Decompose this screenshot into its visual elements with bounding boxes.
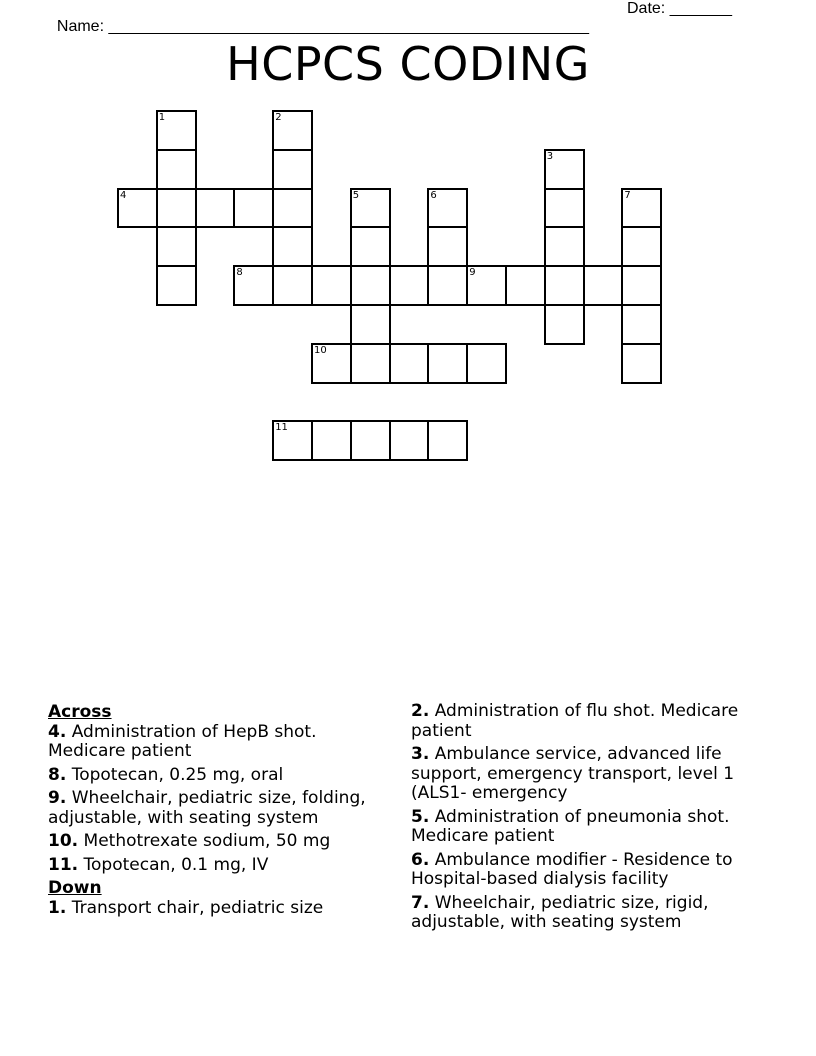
- clue-text: Transport chair, pediatric size: [66, 897, 324, 918]
- crossword-cell[interactable]: [427, 420, 468, 461]
- clue-item: [48, 832, 393, 852]
- crossword-cell[interactable]: [156, 110, 197, 151]
- crossword-cell[interactable]: [621, 343, 662, 384]
- crossword-cell[interactable]: [427, 265, 468, 306]
- name-field-label: Name: ______________________________________________________: [56, 18, 589, 35]
- clues-left-column: [48, 702, 393, 922]
- crossword-cell[interactable]: [621, 188, 662, 229]
- crossword-cell[interactable]: [389, 343, 430, 384]
- crossword-cell[interactable]: [272, 226, 313, 267]
- clue-item: [48, 899, 393, 919]
- clue-item: [411, 808, 761, 847]
- crossword-cell[interactable]: [621, 226, 662, 267]
- cell-number: 1: [158, 112, 166, 123]
- crossword-cell[interactable]: [311, 343, 352, 384]
- clue-number: 4.: [48, 721, 67, 742]
- clue-number: 2.: [411, 701, 430, 721]
- page-title: HCPCS CODING: [226, 37, 590, 91]
- crossword-cell[interactable]: [272, 188, 313, 229]
- clue-item: [411, 851, 761, 890]
- cell-number: 6: [430, 189, 437, 201]
- crossword-cell[interactable]: [389, 265, 430, 306]
- crossword-grid: [0, 0, 816, 480]
- crossword-cell[interactable]: [272, 420, 313, 461]
- clue-item: [48, 789, 393, 828]
- crossword-cell[interactable]: [544, 188, 585, 229]
- crossword-cell[interactable]: [466, 265, 507, 306]
- crossword-cell[interactable]: [427, 226, 468, 267]
- clue-number: 7.: [411, 892, 430, 913]
- crossword-cell[interactable]: [156, 226, 197, 267]
- crossword-cell[interactable]: [544, 304, 585, 345]
- crossword-cell[interactable]: [311, 265, 352, 306]
- clue-text: Administration of flu shot. Medicare patient: [411, 701, 739, 741]
- clue-text: Ambulance service, advanced life support, emergency transport, level 1 (ALS1- emergency: [411, 744, 735, 803]
- cell-number: 5: [352, 189, 360, 201]
- crossword-cell[interactable]: [621, 265, 662, 306]
- crossword-cell[interactable]: [427, 343, 468, 384]
- clue-item: [48, 856, 393, 876]
- clue-number: 3.: [411, 744, 430, 764]
- crossword-cell[interactable]: [350, 226, 391, 267]
- crossword-cell[interactable]: [389, 420, 430, 461]
- cell-number: 7: [624, 189, 631, 201]
- crossword-cell[interactable]: [156, 188, 197, 229]
- crossword-cell[interactable]: [272, 265, 313, 306]
- clue-text: Topotecan, 0.25 mg, oral: [66, 764, 284, 785]
- crossword-cell[interactable]: [621, 304, 662, 345]
- crossword-cell[interactable]: [156, 149, 197, 190]
- crossword-cell[interactable]: [544, 149, 585, 190]
- crossword-cell[interactable]: [311, 420, 352, 461]
- clue-text: Ambulance modifier - Residence to Hospital-based dialysis facility: [411, 849, 733, 889]
- across-heading: Across: [48, 702, 112, 722]
- crossword-cell[interactable]: [466, 343, 507, 384]
- cell-number: 10: [314, 344, 327, 356]
- cell-number: 9: [469, 267, 476, 279]
- clue-item: [411, 702, 761, 741]
- crossword-cell[interactable]: [544, 226, 585, 267]
- crossword-cell[interactable]: [272, 110, 313, 151]
- clue-text: Topotecan, 0.1 mg, IV: [78, 854, 269, 875]
- crossword-cell[interactable]: [233, 265, 274, 306]
- cell-number: 4: [120, 189, 127, 201]
- clue-number: 8.: [48, 764, 67, 785]
- clue-number: 5.: [411, 806, 430, 827]
- clue-number: 1.: [48, 897, 67, 918]
- clue-number: 9.: [48, 788, 67, 808]
- crossword-cell[interactable]: [195, 188, 236, 229]
- clue-item: [411, 894, 761, 933]
- crossword-cell[interactable]: [117, 188, 158, 229]
- date-field-label: Date: _______: [627, 0, 732, 17]
- crossword-cell[interactable]: [272, 149, 313, 190]
- clue-item: [411, 745, 761, 804]
- crossword-cell[interactable]: [427, 188, 468, 229]
- crossword-cell[interactable]: [350, 265, 391, 306]
- clue-text: Methotrexate sodium, 50 mg: [78, 831, 331, 851]
- clue-item: [48, 766, 393, 786]
- cell-number: 2: [275, 112, 282, 123]
- clue-text: Administration of HepB shot. Medicare patient: [48, 721, 317, 761]
- clues-right-column: [411, 702, 761, 937]
- crossword-cell[interactable]: [350, 420, 391, 461]
- clue-item: [48, 723, 393, 762]
- crossword-cell[interactable]: [505, 265, 546, 306]
- clue-number: 10.: [48, 831, 79, 851]
- clue-number: 11.: [48, 854, 79, 875]
- crossword-cell[interactable]: [583, 265, 624, 306]
- crossword-cell[interactable]: [350, 343, 391, 384]
- cell-number: 11: [275, 422, 288, 434]
- cell-number: 3: [546, 150, 554, 162]
- clue-number: 6.: [411, 849, 430, 870]
- crossword-cell[interactable]: [350, 188, 391, 229]
- down-heading: Down: [48, 878, 102, 898]
- crossword-cell[interactable]: [156, 265, 197, 306]
- cell-number: 8: [236, 267, 243, 279]
- clue-text: Administration of pneumonia shot. Medicare patient: [411, 806, 730, 846]
- crossword-cell[interactable]: [350, 304, 391, 345]
- clue-text: Wheelchair, pediatric size, rigid, adjustable, with seating system: [411, 892, 709, 932]
- crossword-cell[interactable]: [544, 265, 585, 306]
- clue-text: Wheelchair, pediatric size, folding, adjustable, with seating system: [48, 788, 366, 828]
- crossword-cell[interactable]: [233, 188, 274, 229]
